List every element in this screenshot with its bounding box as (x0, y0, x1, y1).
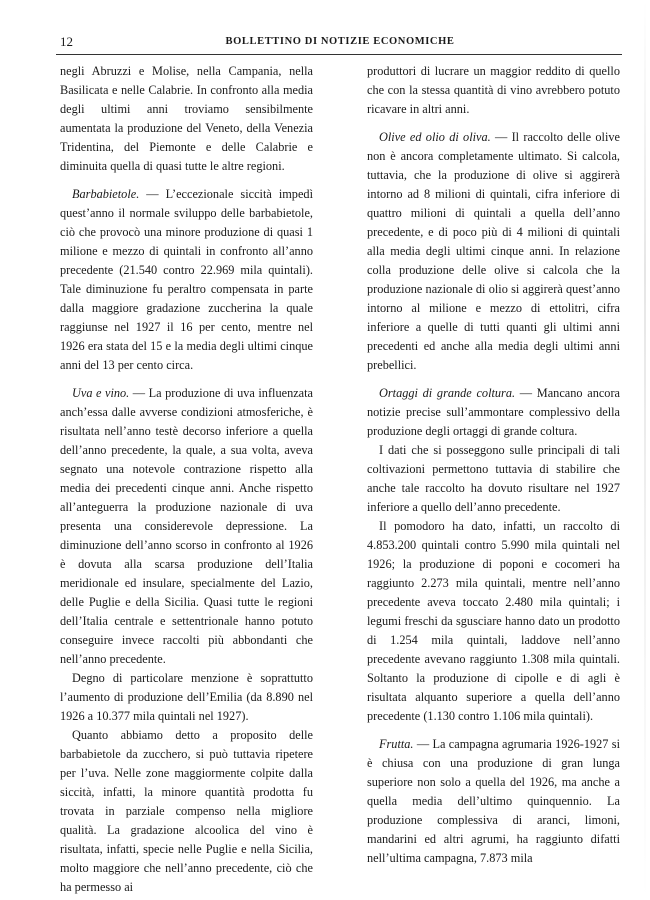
paragraph-ortaggi: Ortaggi di grande coltura. — Mancano ancora notizie precise sull’ammontare complessivo della produzione degli ortaggi di grande coltura. (367, 386, 621, 438)
page-header (60, 34, 620, 52)
paragraph-pomodoro: Il pomodoro ha dato, infatti, un raccolto di 4.853.200 quintali contro 5.990 mila quintali nel 1926; la produzione di poponi e cocomeri ha raggiunto 2.273 mila quintali, mentre nell’anno precedente aveva toccato 2.480 mila quintali; i legumi freschi da sgusciare hanno dato un prodotto di 1.254 mila quintali, laddove nell’anno precedente avevano raggiunto 1.308 mila quintali. Soltanto la produzione di cipolle e di agli è risultata alquanto superiore a quella dell’anno precedente (1.130 contro 1.106 mila quintali). (367, 519, 620, 723)
paragraph-uva-vino: Uva e vino. — La produzione di uva influenzata anch’essa dalle avverse condizioni atmosferiche, è risultata nell’anno testè decorso inferiore a quella dell’anno precedente, la quale, a sua volta, aveva segnato una notevole contrazione rispetto alla media dei precedenti cinque anni. Anche rispetto all’anteguerra la produzione nazionale di uva presenta una considerevole depressione. La diminuzione dell’anno scorso in confronto al 1926 è dovuta alla scarsa produzione dell’Italia meridionale ed insulare, specialmente del Lazio, delle Puglie e della Sicilia. Quasi tutte le regioni dell’Italia centrale e settentrionale hanno potuto conseguire invece raccolti più abbondanti che nell’anno precedente. (60, 386, 314, 666)
header-rule (56, 54, 622, 55)
section-title-ortaggi: Ortaggi di grande coltura. (379, 386, 516, 400)
section-title-uva-vino: Uva e vino. (72, 386, 130, 400)
right-column (367, 62, 620, 868)
section-title-olive: Olive ed olio di oliva. (379, 130, 491, 144)
paragraph-olive: Olive ed olio di oliva. — Il raccolto delle olive non è ancora completamente ultimato. Si calcola, tuttavia, che la produzione di olive si aggirerà intorno ad 8 milioni di quintali, cifra inferiore di quattro milioni di quintali a quella dell’anno precedente, e di poco più di 4 milioni di quintali alla media degli ultimi cinque anni. In relazione colla produzione delle olive si calcola che la produzione nazionale di olio si aggirerà quest’anno intorno al milione e mezzo di ettolitri, cifra inferiore a quelle di tutti quanti gli ultimi anni precedenti ed anche alla media degli ultimi anni prebellici. (367, 130, 620, 372)
paragraph-dati-ortaggi: I dati che si posseggono sulle principali di tali coltivazioni permettono tuttavia di stabilire che anche tale raccolto ha dovuto risultare nel 1927 inferiore a quello dell’anno precedente. (367, 443, 620, 514)
section-title-barbabietole: Barbabietole. (72, 187, 140, 201)
section-title-frutta: Frutta. (379, 737, 414, 751)
paragraph-frutta: Frutta. — La campagna agrumaria 1926-1927 si è chiusa con una produzione di gran lunga superiore non solo a quella del 1926, ma anche a quella media dell’ultimo quinquennio. La produzione complessiva di aranci, limoni, mandarini ed altri agrumi, ha raggiunto difatti nell’ultima campagna, 7.873 mila (367, 737, 620, 865)
running-head: BOLLETTINO DI NOTIZIE ECONOMICHE (225, 36, 455, 47)
left-column (60, 62, 313, 897)
paragraph-gradazione: Quanto abbiamo detto a proposito delle barbabietole da zucchero, si può tuttavia ripetere per l’uva. Nelle zone maggiormente colpite dalla siccità, infatti, la minore quantità prodotta fu trovata in parziale compenso nella migliore qualità. La gradazione alcoolica del vino è risultata, infatti, specie nelle Puglie e nella Sicilia, molto maggiore che nell’anno precedente, ciò che ha permesso ai (60, 728, 313, 894)
page-number: 12 (60, 34, 73, 49)
page-edge (644, 0, 646, 900)
paragraph-continuation-right: produttori di lucrare un maggior reddito di quello che con la stessa quantità di vino avrebbero potuto ricavare in altri anni. (367, 64, 620, 116)
paragraph-barbabietole: Barbabietole. — L’eccezionale siccità impedì quest’anno il normale sviluppo delle barbabietole, ciò che provocò una minore produzione di quasi 1 milione e mezzo di quintali in confronto all’anno precedente (21.540 contro 22.969 mila quintali). Tale diminuzione fu peraltro compensata in parte dalla maggiore gradazione zuccherina la quale raggiunse nel 1927 il 16 per cento, mentre nel 1926 era stata del 15 e la media degli ultimi cinque anni del 13 per cento circa. (60, 187, 313, 372)
paragraph-emilia: Degno di particolare menzione è soprattutto l’aumento di produzione dell’Emilia (da 8.890 nel 1926 a 10.377 mila quintali nel 1927). (60, 671, 313, 723)
paragraph-continuation: negli Abruzzi e Molise, nella Campania, nella Basilicata e nelle Calabrie. In confronto alla media degli ultimi anni troviamo sensibilmente aumentata la produzione del Veneto, della Venezia Tridentina, del Piemonte e delle Calabrie e diminuita quella di quasi tutte le altre regioni. (60, 64, 313, 173)
